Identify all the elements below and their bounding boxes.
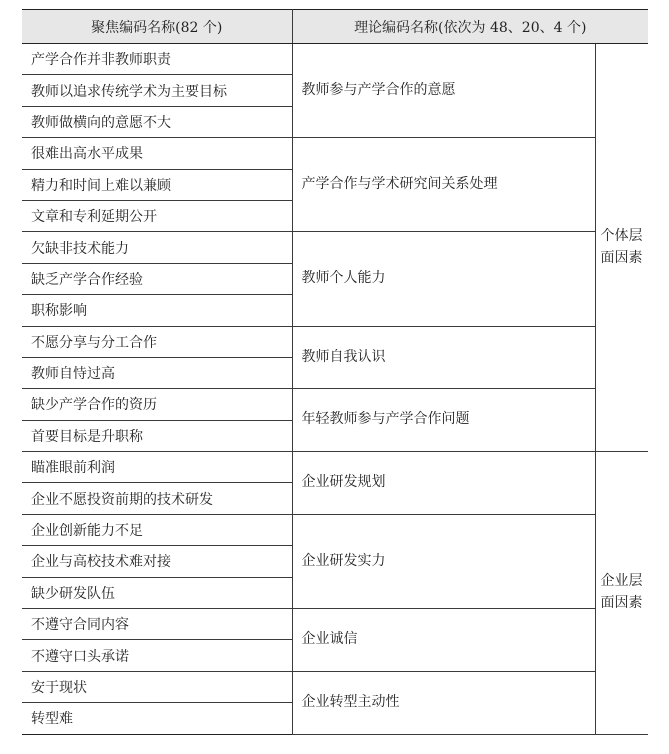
theory-code-cell: 教师个人能力 bbox=[292, 232, 595, 326]
table-row bbox=[22, 671, 648, 702]
header-focus-coding: 聚焦编码名称(82 个) bbox=[22, 10, 292, 44]
focus-code-cell: 企业创新能力不足 bbox=[22, 514, 292, 545]
focus-code-cell: 教师自恃过高 bbox=[22, 357, 292, 388]
table-row bbox=[22, 232, 648, 263]
theory-code-cell: 企业转型主动性 bbox=[292, 671, 595, 734]
focus-code-cell: 文章和专利延期公开 bbox=[22, 200, 292, 231]
table-row bbox=[22, 44, 648, 75]
theory-code-cell: 教师参与产学合作的意愿 bbox=[292, 44, 595, 138]
table-row bbox=[22, 326, 648, 357]
focus-code-cell: 缺少研发队伍 bbox=[22, 577, 292, 608]
focus-code-cell: 安于现状 bbox=[22, 671, 292, 702]
focus-code-cell: 教师做横向的意愿不大 bbox=[22, 106, 292, 137]
focus-code-cell: 瞄准眼前利润 bbox=[22, 452, 292, 483]
focus-code-cell: 不遵守口头承诺 bbox=[22, 640, 292, 671]
table-body bbox=[22, 44, 648, 735]
theory-code-cell: 教师自我认识 bbox=[292, 326, 595, 389]
focus-code-cell: 缺少产学合作的资历 bbox=[22, 389, 292, 420]
table-row bbox=[22, 609, 648, 640]
theory-code-cell: 企业研发实力 bbox=[292, 514, 595, 608]
level-factor-cell: 企业层面因素 bbox=[595, 452, 648, 735]
focus-code-cell: 欠缺非技术能力 bbox=[22, 232, 292, 263]
focus-code-cell: 不愿分享与分工合作 bbox=[22, 326, 292, 357]
focus-code-cell: 企业与高校技术难对接 bbox=[22, 546, 292, 577]
focus-code-cell: 企业不愿投资前期的技术研发 bbox=[22, 483, 292, 514]
focus-code-cell: 职称影响 bbox=[22, 295, 292, 326]
focus-code-cell: 很难出高水平成果 bbox=[22, 138, 292, 169]
focus-code-cell: 产学合作并非教师职责 bbox=[22, 44, 292, 75]
table-row bbox=[22, 452, 648, 483]
focus-code-cell: 转型难 bbox=[22, 703, 292, 734]
level-factor-cell: 个体层面因素 bbox=[595, 44, 648, 452]
focus-code-cell: 教师以追求传统学术为主要目标 bbox=[22, 75, 292, 106]
coding-table bbox=[22, 9, 648, 735]
theory-code-cell: 企业研发规划 bbox=[292, 452, 595, 515]
header-theory-coding: 理论编码名称(依次为 48、20、4 个) bbox=[292, 10, 648, 44]
focus-code-cell: 不遵守合同内容 bbox=[22, 609, 292, 640]
table-row bbox=[22, 514, 648, 545]
table-row bbox=[22, 389, 648, 420]
focus-code-cell: 精力和时间上难以兼顾 bbox=[22, 169, 292, 200]
theory-code-cell: 企业诚信 bbox=[292, 609, 595, 672]
table-header-row bbox=[22, 10, 648, 44]
theory-code-cell: 年轻教师参与产学合作问题 bbox=[292, 389, 595, 452]
focus-code-cell: 首要目标是升职称 bbox=[22, 420, 292, 451]
theory-code-cell: 产学合作与学术研究间关系处理 bbox=[292, 138, 595, 232]
focus-code-cell: 缺乏产学合作经验 bbox=[22, 263, 292, 294]
table-row bbox=[22, 138, 648, 169]
